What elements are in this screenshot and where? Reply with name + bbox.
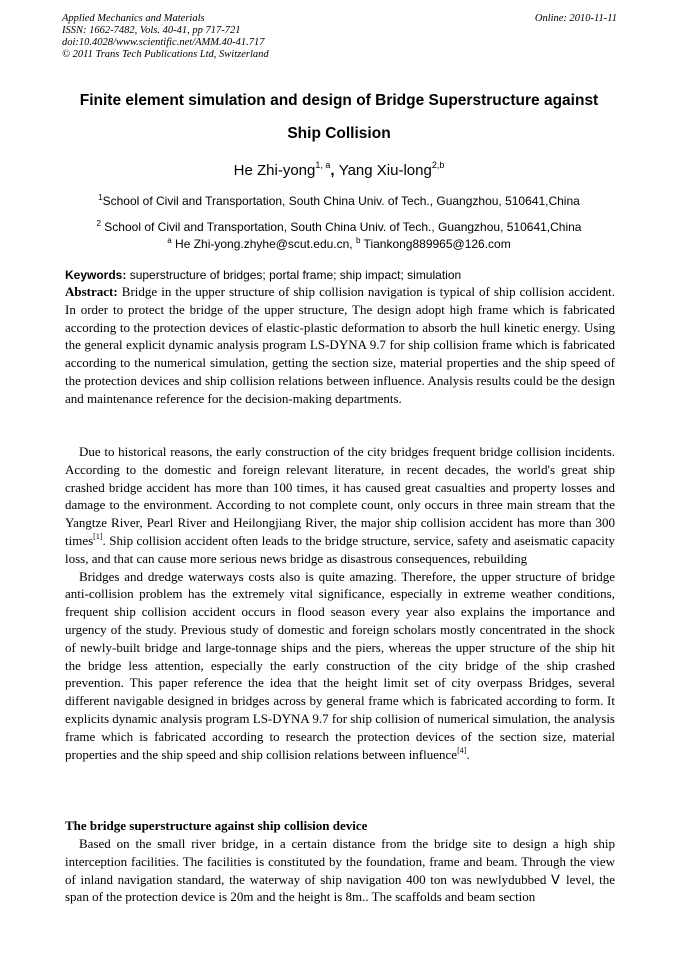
body-text-section: [65, 835, 615, 906]
affiliation-2-sup: 2: [96, 219, 101, 228]
affiliation-2-text: School of Civil and Transportation, South China Univ. of Tech., Guangzhou, 510641,China: [100, 220, 582, 234]
doi-line: doi:10.4028/www.scientific.net/AMM.40-41.717: [62, 37, 265, 48]
body-text-intro: [65, 443, 615, 763]
abstract-block: [65, 283, 615, 408]
email-b: Tiankong889965@126.com: [360, 237, 511, 251]
journal-header: [62, 13, 617, 61]
affiliation-1-text: School of Civil and Transportation, South China Univ. of Tech., Guangzhou, 510641,China: [102, 194, 580, 208]
online-date: Online: 2010-11-11: [534, 13, 617, 24]
issn-line: ISSN: 1662-7482, Vols. 40-41, pp 717-721: [62, 25, 241, 36]
affiliation-2: [40, 219, 638, 234]
author-list: [40, 160, 638, 179]
keywords-line: [65, 268, 615, 282]
email-a-sup: a: [167, 236, 172, 245]
journal-name: Applied Mechanics and Materials: [62, 13, 205, 24]
copyright-line: © 2011 Trans Tech Publications Ltd, Switzerland: [62, 49, 269, 60]
paper-title-line-1: Finite element simulation and design of Bridge Superstructure against: [79, 92, 599, 109]
abstract-text: Bridge in the upper structure of ship collision navigation is typical of ship collision accident. In order to protect the bridge of the upper structure, The design adopt high frame which is fabricated according to the protection devices of elastic-plastic deformation to absorb the hull kinetic energy. Using the general explicit dynamic analysis program LS-DYNA 9.7 for ship collision frame which is fabricated according to the numerical simulation, getting the section size, material properties and the ship speed of the protection devices and ship collision relations between influence. Analysis results could be the design and maintenance reference for the decision-making departments.: [65, 284, 615, 406]
paragraph-3: Based on the small river bridge, in a certain distance from the bridge site to design a high ship interception facilities. The facilities is constituted by the foundation, frame and beam. Through the view of inland navigation standard, the waterway of ship navigation 400 ton was newlydubbed Ⅴ level, the span of the protection device is 20m and the height is 8m.. The scaffolds and beam section: [65, 836, 615, 905]
author-emails: [40, 236, 638, 251]
author-2-name: Yang Xiu-long: [338, 162, 432, 179]
keywords-label: Keywords:: [65, 268, 127, 282]
section-heading: The bridge superstructure against ship collision device: [65, 818, 368, 833]
affiliation-1-sup: 1: [98, 193, 103, 202]
paragraph-2: Bridges and dredge waterways costs also is quite amazing. Therefore, the upper structure of bridge anti-collision problem has the extremely vital significance, especially in extreme weather conditions, frequent ship collision accident occurs in flood season every year also explains the importance and urgency of the study. Previous study of domestic and foreign scholars mostly concentrated in the shock of newly-built bridge and large-tonnage ships and the piers, whereas the upper structure of the ship hit the bridge less attention, especially the early construction of the city bridge of the ship crashed prevention. This paper reference the idea that the height limit set of city overpass Bridges, several different navigable designed in bridges across by general frame which is fabricated according to form. It explicits dynamic analysis program LS-DYNA 9.7 for ship collision of numerical simulation, the analysis frame which is fabricated according to research the protection devices of the section size, material properties and the ship speed and ship collision relations between influence[4].: [65, 568, 615, 762]
author-separator: ,: [330, 162, 339, 179]
author-2-sup: 2,b: [431, 160, 445, 170]
affiliation-1: [40, 193, 638, 208]
paragraph-1: Due to historical reasons, the early construction of the city bridges frequent bridge collision incidents. According to the domestic and foreign relevant literature, in recent decades, the world's great ship crashed bridge accident has more than 100 times, it has caused great casualties and property losses and damage to the environment. According to not complete count, only occurs in three main stream that the Yangtze River, Pearl River and Heilongjiang River, the major ship collision accident has more than 300 times[1]. Ship collision accident often leads to the bridge structure, service, safety and aseismatic capacity loss, and that can cause more serious news bridge as disastrous consequences, rebuilding: [65, 444, 615, 566]
email-a: He Zhi-yong.zhyhe@scut.edu.cn,: [171, 237, 356, 251]
author-1-sup: 1, a: [315, 160, 331, 170]
abstract-label: Abstract:: [65, 284, 118, 299]
citation-4: [4]: [457, 745, 467, 755]
citation-1: [1]: [93, 531, 103, 541]
author-1-name: He Zhi-yong: [233, 162, 316, 179]
paper-title-line-2: Ship Collision: [287, 125, 391, 142]
email-b-sup: b: [355, 236, 361, 245]
keywords-text: superstructure of bridges; portal frame; ship impact; simulation: [126, 268, 462, 282]
